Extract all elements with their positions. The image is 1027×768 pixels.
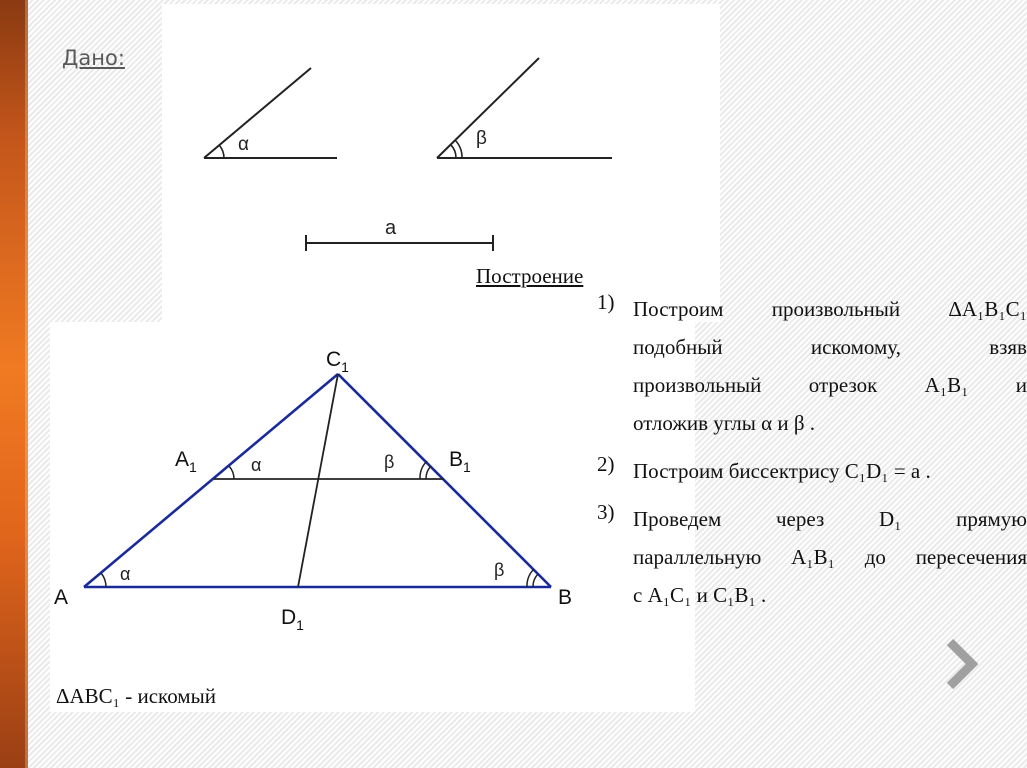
step-word: A₁B₁ (924, 373, 969, 397)
step-text (633, 452, 1027, 490)
segment-a-label: a (385, 217, 397, 239)
angle-label-alpha-a1: α (251, 455, 262, 475)
vertex-a1-label: $A_1$ (175, 448, 197, 475)
step-word: ΔA₁B₁C₁ (948, 297, 1027, 321)
step-word: произвольный (633, 373, 762, 397)
side-c1b (338, 374, 551, 587)
step-number: 1) (597, 290, 615, 314)
step-word: взяв (989, 335, 1027, 359)
given-label: Дано: (62, 46, 125, 70)
vertex-b-label: B (558, 586, 573, 609)
step-word: через (775, 507, 825, 531)
step-line (633, 576, 1027, 614)
step-word: пересечения (915, 545, 1027, 569)
vertex-a-label: A (54, 586, 69, 609)
vertex-c1-label: $C_1$ (326, 348, 349, 375)
step-number: 2) (597, 452, 615, 476)
angle-label-beta-b: β (494, 560, 505, 580)
angle-label-beta-b1: β (384, 452, 395, 472)
step-word: прямую (956, 507, 1027, 531)
step-word: искомому, (810, 335, 901, 359)
step-word: Построим биссектрису C₁D₁ = a . (633, 459, 931, 483)
step-word: отрезок (808, 373, 878, 397)
step-word: до (864, 545, 886, 569)
bisector-c1d1 (298, 374, 338, 587)
step-line (633, 538, 1027, 576)
step-line (633, 366, 1027, 404)
side-ac1 (84, 374, 338, 587)
construction-step (597, 452, 1027, 490)
step-word: и (1015, 373, 1027, 397)
arc-alpha-a (101, 573, 106, 587)
arc-alpha-a1 (229, 466, 234, 479)
step-word: произвольный (771, 297, 901, 321)
step-line (633, 328, 1027, 366)
angle-label-alpha-a: α (120, 564, 131, 584)
step-number: 3) (597, 500, 615, 524)
vertex-b1-label: $B_1$ (449, 448, 471, 475)
step-word: подобный (633, 335, 723, 359)
point-d1-label: $D_1$ (281, 606, 304, 633)
step-word: Проведем (633, 507, 722, 531)
step-line (633, 404, 1027, 442)
step-word: с A₁C₁ и C₁B₁ . (633, 583, 767, 607)
construction-step (597, 290, 1027, 442)
result-statement: ΔABC₁ - искомый (56, 684, 216, 708)
step-line (633, 290, 1027, 328)
construction-step (597, 500, 1027, 614)
arc-beta-b1-inner (426, 466, 431, 479)
step-line (633, 452, 1027, 490)
arc-beta-b-inner (533, 574, 538, 587)
angle-beta-label: β (476, 128, 487, 149)
step-word: A₁B₁ (791, 545, 835, 569)
step-word: Построим (633, 297, 724, 321)
angle-alpha-label: α (238, 134, 249, 155)
step-text (633, 290, 1027, 442)
step-word: D₁ (878, 507, 902, 531)
construction-title: Построение (476, 264, 584, 288)
step-word: параллельную (633, 545, 762, 569)
step-line (633, 500, 1027, 538)
step-word: отложив углы α и β . (633, 411, 816, 435)
construction-steps (597, 290, 1027, 624)
step-text (633, 500, 1027, 614)
chevron-right-icon[interactable] (940, 636, 980, 692)
